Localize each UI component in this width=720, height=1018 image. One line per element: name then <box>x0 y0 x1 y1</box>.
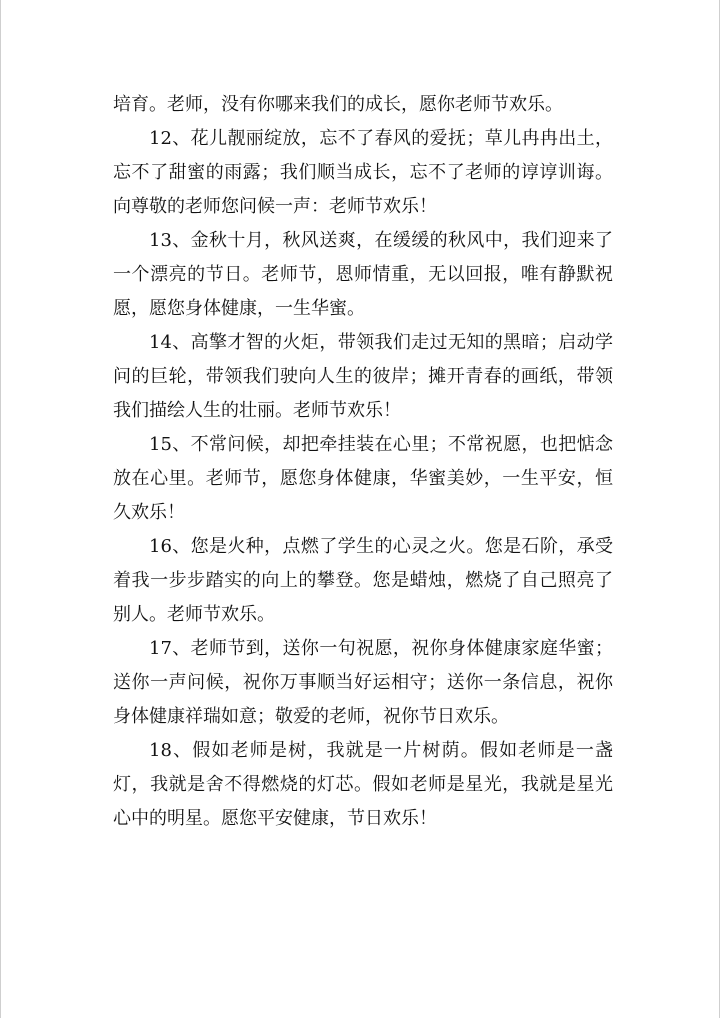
paragraph-15: 15、不常问候，却把牵挂装在心里；不常祝愿，也把惦念放在心里。老师节，愿您身体健康，华蜜美妙，一生平安，恒久欢乐！ <box>113 434 613 523</box>
paragraph-13: 13、金秋十月，秋风送爽，在缓缓的秋风中，我们迎来了一个漂亮的节日。老师节，恩师情重，无以回报，唯有静默祝愿，愿您身体健康，一生华蜜。 <box>113 230 613 319</box>
paragraph-12: 12、花儿靓丽绽放，忘不了春风的爱抚；草儿冉冉出土，忘不了甜蜜的雨露；我们顺当成长，忘不了老师的谆谆训诲。向尊敬的老师您问候一声：老师节欢乐！ <box>113 128 613 217</box>
paragraph-16: 16、您是火种，点燃了学生的心灵之火。您是石阶，承受着我一步步踏实的向上的攀登。您是蜡烛，燃烧了自己照亮了别人。老师节欢乐。 <box>113 536 613 625</box>
paragraph-17: 17、老师节到，送你一句祝愿，祝你身体健康家庭华蜜；送你一声问候，祝你万事顺当好运相守；送你一条信息，祝你身体健康祥瑞如意；敬爱的老师，祝你节日欢乐。 <box>113 638 613 727</box>
paragraph-14: 14、高擎才智的火炬，带领我们走过无知的黑暗；启动学问的巨轮，带领我们驶向人生的彼岸；摊开青春的画纸，带领我们描绘人生的壮丽。老师节欢乐！ <box>113 332 613 421</box>
paragraph-continuation: 培育。老师，没有你哪来我们的成长，愿你老师节欢乐。 <box>113 94 563 115</box>
paragraph-18: 18、假如老师是树，我就是一片树荫。假如老师是一盏灯，我就是舍不得燃烧的灯芯。假如老师是星光，我就是星光心中的明星。愿您平安健康，节日欢乐！ <box>113 740 613 829</box>
document-body <box>113 88 613 836</box>
